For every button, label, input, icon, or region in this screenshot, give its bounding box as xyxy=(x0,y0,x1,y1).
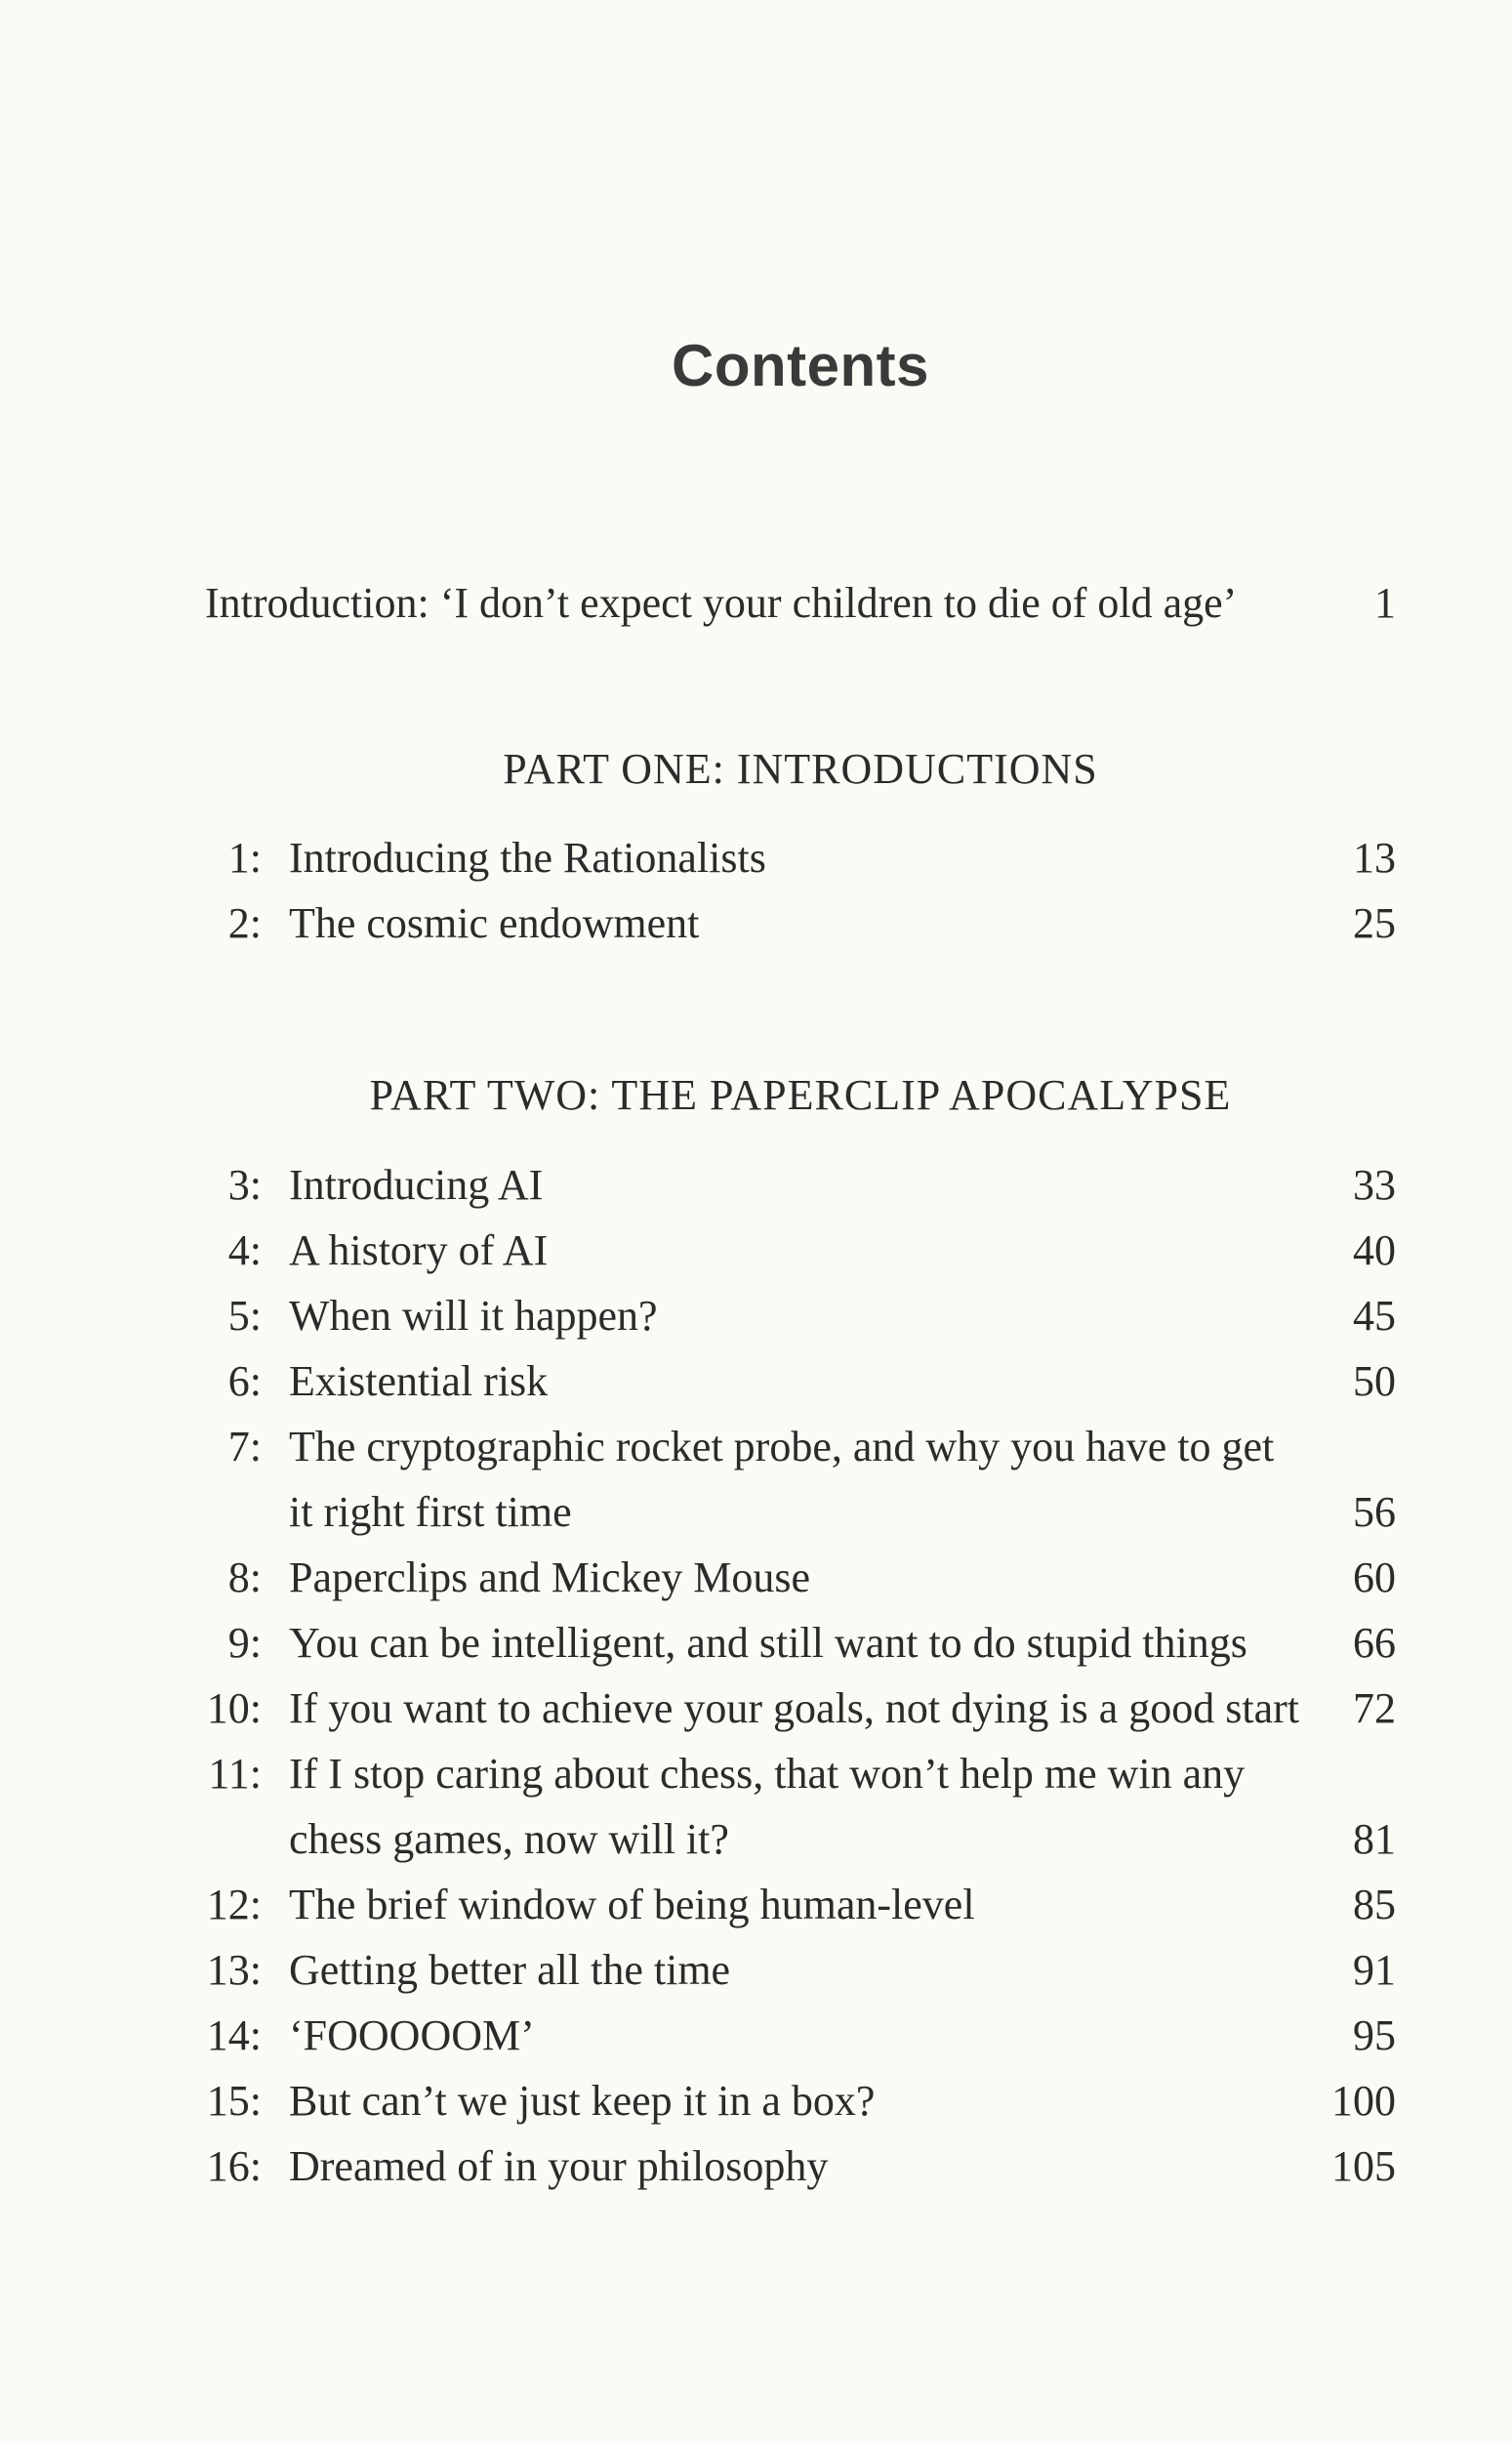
chapter-page-number: 105 xyxy=(1331,2142,1396,2190)
chapter-number: 4: xyxy=(227,1226,262,1274)
chapter-number: 8: xyxy=(227,1553,262,1601)
chapter-entry xyxy=(195,1610,1396,1676)
part-one-heading: PART ONE: INTRODUCTIONS xyxy=(503,745,1098,793)
chapter-entry xyxy=(195,2133,1396,2199)
chapter-page-number: 33 xyxy=(1353,1161,1396,1209)
chapter-number: 15: xyxy=(206,2077,262,2125)
chapter-title: Introducing the Rationalists xyxy=(289,834,766,882)
chapter-title: The cryptographic rocket probe, and why you have to get it right first time xyxy=(289,1423,1275,1536)
chapter-entry xyxy=(195,890,1396,956)
chapter-page-number: 13 xyxy=(1353,834,1396,882)
chapter-page-number: 25 xyxy=(1353,899,1396,947)
chapter-title: Existential risk xyxy=(289,1357,549,1405)
chapter-entry xyxy=(195,1545,1396,1610)
chapter-page-number: 85 xyxy=(1353,1881,1396,1928)
chapter-title: Dreamed of in your philosophy xyxy=(289,2142,829,2190)
chapter-title: When will it happen? xyxy=(289,1292,658,1340)
chapter-entry xyxy=(195,1283,1396,1348)
chapter-entry xyxy=(195,1741,1396,1872)
chapter-number: 5: xyxy=(227,1292,262,1340)
chapter-title: You can be intelligent, and still want to do stupid things xyxy=(289,1619,1247,1667)
chapter-title: Introducing AI xyxy=(289,1161,544,1209)
part-one-chapter-list xyxy=(195,825,1396,956)
chapter-page-number: 95 xyxy=(1353,2011,1396,2059)
chapter-title: If you want to achieve your goals, not dying is a good start xyxy=(289,1684,1300,1732)
chapter-title: ‘FOOOOOM’ xyxy=(289,2011,535,2059)
chapter-page-number: 72 xyxy=(1353,1684,1396,1732)
chapter-entry xyxy=(195,2068,1396,2133)
chapter-number: 12: xyxy=(206,1881,262,1928)
chapter-entry xyxy=(195,1152,1396,1218)
chapter-entry xyxy=(195,825,1396,890)
chapter-number: 16: xyxy=(206,2142,262,2190)
chapter-number: 9: xyxy=(227,1619,262,1667)
chapter-title: But can’t we just keep it in a box? xyxy=(289,2077,876,2125)
toc-introduction-entry xyxy=(205,578,1396,628)
chapter-number: 6: xyxy=(227,1357,262,1405)
introduction-title: Introduction: ‘I don’t expect your children to die of old age’ xyxy=(205,579,1238,627)
chapter-entry xyxy=(195,1414,1396,1545)
chapter-entry xyxy=(195,1218,1396,1283)
chapter-page-number: 81 xyxy=(1353,1815,1396,1863)
introduction-page-number: 1 xyxy=(1374,579,1396,627)
chapter-title: A history of AI xyxy=(289,1226,549,1274)
chapter-number: 11: xyxy=(208,1750,262,1798)
chapter-page-number: 66 xyxy=(1353,1619,1396,1667)
chapter-number: 14: xyxy=(206,2011,262,2059)
chapter-title: If I stop caring about chess, that won’t help me win any chess games, now will it? xyxy=(289,1750,1246,1863)
part-two-chapter-list xyxy=(195,1152,1396,2199)
chapter-title: Getting better all the time xyxy=(289,1946,731,1994)
chapter-page-number: 56 xyxy=(1353,1488,1396,1536)
chapter-page-number: 100 xyxy=(1331,2077,1396,2125)
chapter-title: The cosmic endowment xyxy=(289,899,700,947)
chapter-page-number: 60 xyxy=(1353,1553,1396,1601)
chapter-page-number: 45 xyxy=(1353,1292,1396,1340)
chapter-title: The brief window of being human-level xyxy=(289,1881,975,1928)
chapter-number: 1: xyxy=(227,834,262,882)
chapter-entry xyxy=(195,2003,1396,2068)
chapter-number: 10: xyxy=(206,1684,262,1732)
chapter-number: 7: xyxy=(227,1423,262,1470)
page-title: Contents xyxy=(672,333,929,398)
chapter-page-number: 50 xyxy=(1353,1357,1396,1405)
chapter-page-number: 91 xyxy=(1353,1946,1396,1994)
chapter-entry xyxy=(195,1872,1396,1937)
chapter-entry xyxy=(195,1348,1396,1414)
part-two-heading: PART TWO: THE PAPERCLIP APOCALYPSE xyxy=(369,1071,1232,1119)
chapter-entry xyxy=(195,1937,1396,2003)
chapter-entry xyxy=(195,1676,1396,1741)
chapter-number: 13: xyxy=(206,1946,262,1994)
chapter-number: 3: xyxy=(227,1161,262,1209)
chapter-page-number: 40 xyxy=(1353,1226,1396,1274)
chapter-number: 2: xyxy=(227,899,262,947)
chapter-title: Paperclips and Mickey Mouse xyxy=(289,1553,810,1601)
